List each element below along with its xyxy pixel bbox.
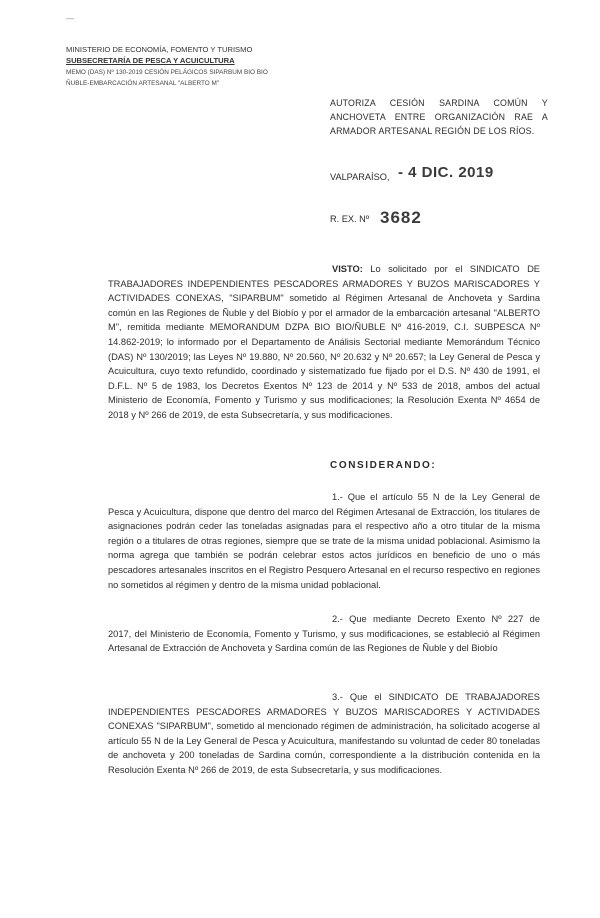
memo-reference-line1: MEMO (DAS) Nº 130-2019 CESIÓN PELÁGICOS SIPARBUM BIO BIO (66, 69, 268, 76)
considerando-paragraph-2: 2.- Que mediante Decreto Exento Nº 227 de 2017, del Ministerio de Economía, Fomento y Turismo, y sus modificaciones, se estableció al Régimen Artesanal de Extracción de Anchoveta y Sardina común de las Regiones de Ñuble y del Biobío (108, 614, 540, 654)
resolution-subject: AUTORIZA CESIÓN SARDINA COMÚN Y ANCHOVETA ENTRE ORGANIZACIÓN RAE A ARMADOR ARTESANAL REGIÓN DE LOS RÍOS. (330, 98, 548, 136)
undersecretariat-name: SUBSECRETARÍA DE PESCA Y ACUICULTURA (66, 56, 235, 65)
top-margin-mark: — (66, 14, 74, 23)
considerando-heading: CONSIDERANDO: (330, 460, 437, 471)
memo-reference-line2: ÑUBLE-EMBARCACIÓN ARTESANAL "ALBERTO M" (66, 80, 220, 87)
visto-paragraph (108, 262, 540, 423)
date-stamp: - 4 DIC. 2019 (398, 164, 494, 181)
ministry-name: MINISTERIO DE ECONOMÍA, FOMENTO Y TURISMO (66, 45, 253, 54)
resolution-number: 3682 (380, 208, 422, 227)
considerando-paragraph-3: 3.- Que el SINDICATO DE TRABAJADORES INDEPENDIENTES PESCADORES ARMADORES Y BUZOS MARISCADORES Y ACTIVIDADES CONEXAS "SIPARBUM", sometido al mencionado régimen de administración, ha solicitado acogerse al artículo 55 N de la Ley General de Pesca y Acuicultura, manifestando su voluntad de ceder 80 toneladas de anchoveta y 200 toneladas de Sardina común, correspondiente a la distribución contenida en la Resolución Exenta Nº 266 de 2019, de esta Subsecretaría, y sus modificaciones. (108, 692, 540, 775)
place-label: VALPARAÍSO, (330, 172, 390, 182)
considerando-paragraph-1: 1.- Que el artículo 55 N de la Ley General de Pesca y Acuicultura, dispone que dentro del marco del Régimen Artesanal de Extracción, los titulares de asignaciones podrán ceder las toneladas asignadas para el respectivo año a otro titular de la misma región o a titulares de otras regiones, siempre que se trate de la misma unidad poblacional. Asimismo la norma agrega que también se podrán celebrar estos actos jurídicos en beneficio de uno o más pescadores artesanales inscritos en el Registro Pesquero Artesanal en el recurso respectivo en regiones no sometidos al régimen y dentro de la misma unidad poblacional. (108, 492, 540, 590)
visto-label: VISTO: (332, 264, 363, 274)
visto-text: Lo solicitado por el SINDICATO DE TRABAJADORES INDEPENDIENTES PESCADORES ARMADORES Y BUZOS MARISCADORES Y ACTIVIDADES CONEXAS, "SIPARBUM" sometido al Régimen Artesanal de Anchoveta y Sardina común en las Regiones de Ñuble y del Biobío y por el armador de la embarcación artesanal "ALBERTO M", remitida mediante MEMORANDUM DZPA BIO BIO/ÑUBLE Nº 416-2019, C.I. SUBPESCA Nº 14.862-2019; lo informado por el Departamento de Análisis Sectorial mediante Memorándum Técnico (DAS) Nº 130/2019; las Leyes Nº 19.880, Nº 20.560, Nº 20.632 y Nº 20.657; la Ley General de Pesca y Acuicultura, cuyo texto refundido, coordinado y sistematizado fue fijado por el D.S. Nº 430 de 1991, el D.F.L. Nº 5 de 1983, los Decretos Exentos Nº 123 de 2014 y Nº 533 de 2018, ambos del actual Ministerio de Economía, Fomento y Turismo y sus modificaciones; la Resolución Exenta Nº 4654 de 2018 y Nº 266 de 2019, de esta Subsecretaría, y sus modificaciones. (108, 264, 540, 420)
resolution-number-label: R. EX. Nº (330, 214, 370, 224)
